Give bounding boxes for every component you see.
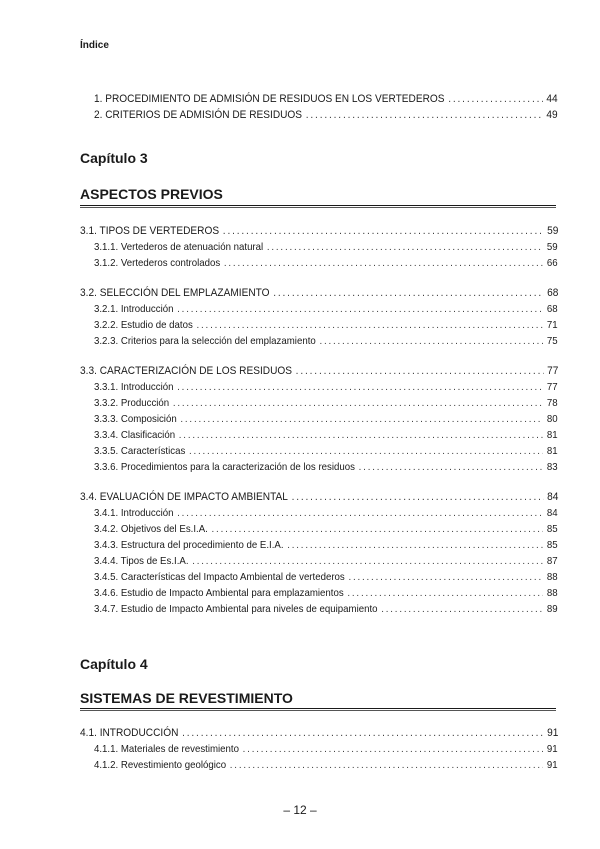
toc-leader [348, 570, 543, 584]
toc-subsection-page: 68 [546, 303, 558, 315]
toc-subsection-page: 91 [546, 759, 558, 771]
toc-section [80, 224, 558, 238]
toc-subsection-label: 3.4.2. Objetivos del Es.I.A. [94, 523, 208, 535]
toc-subsection [94, 318, 558, 332]
toc-leader [319, 334, 543, 348]
toc-subsection-label: 3.3.4. Clasificación [94, 429, 176, 441]
toc-leader [230, 758, 543, 772]
page-header: Índice [80, 40, 109, 51]
toc-subsection-page: 85 [546, 523, 558, 535]
toc-leader [192, 554, 543, 568]
toc-leader [212, 522, 544, 536]
chapter-heading: Capítulo 3 [80, 150, 148, 166]
toc-leader [273, 286, 543, 300]
toc-subsection [94, 334, 558, 348]
toc-leader [180, 412, 543, 426]
toc-section-label: 3.1. TIPOS DE VERTEDEROS [80, 225, 220, 237]
toc-entry-label: 1. PROCEDIMIENTO DE ADMISIÓN DE RESIDUOS EN LOS VERTEDEROS [94, 93, 445, 105]
toc-entry-page: 49 [546, 109, 558, 121]
toc-subsection [94, 506, 558, 520]
toc-leader [381, 602, 543, 616]
toc-section [80, 286, 558, 300]
toc-subsection-label: 3.3.6. Procedimientos para la caracterización de los residuos [94, 461, 355, 473]
toc-subsection-page: 77 [546, 381, 558, 393]
toc-subsection-label: 3.4.6. Estudio de Impacto Ambiental para emplazamientos [94, 587, 344, 599]
toc-subsection [94, 380, 558, 394]
toc-section [80, 490, 558, 504]
toc-subsection-label: 3.2.3. Criterios para la selección del emplazamiento [94, 335, 316, 347]
toc-subsection-page: 85 [546, 539, 558, 551]
toc-section-page: 68 [547, 287, 559, 299]
chapter-title: ASPECTOS PREVIOS [80, 186, 223, 202]
toc-subsection-page: 81 [546, 429, 558, 441]
toc-leader [197, 318, 544, 332]
toc-subsection [94, 758, 558, 772]
toc-subsection-label: 3.3.3. Composición [94, 413, 177, 425]
toc-subsection-label: 3.3.5. Características [94, 445, 186, 457]
chapter-heading: Capítulo 4 [80, 656, 148, 672]
toc-subsection [94, 444, 558, 458]
toc-subsection [94, 240, 558, 254]
toc-leader [243, 742, 544, 756]
toc-leader [347, 586, 543, 600]
page-number: – 12 – [283, 803, 317, 817]
toc-leader [177, 380, 543, 394]
toc-entry [94, 92, 558, 106]
chapter-title: SISTEMAS DE REVESTIMIENTO [80, 690, 293, 706]
toc-subsection-label: 3.4.5. Características del Impacto Ambiental de vertederos [94, 571, 345, 583]
toc-subsection-page: 80 [546, 413, 558, 425]
toc-subsection-page: 59 [546, 241, 558, 253]
toc-subsection [94, 256, 558, 270]
toc-subsection-page: 75 [546, 335, 558, 347]
toc-leader [177, 302, 543, 316]
toc-leader [173, 396, 543, 410]
toc-subsection-page: 81 [546, 445, 558, 457]
toc-subsection-page: 78 [546, 397, 558, 409]
toc-subsection-label: 3.1.2. Vertederos controlados [94, 257, 221, 269]
toc-section-page: 91 [547, 727, 559, 739]
toc-entry-page: 44 [546, 93, 558, 105]
toc-subsection [94, 742, 558, 756]
toc-entry [94, 108, 558, 122]
toc-subsection [94, 538, 558, 552]
toc-subsection-label: 4.1.2. Revestimiento geológico [94, 759, 227, 771]
toc-leader [224, 256, 543, 270]
toc-subsection-label: 3.4.1. Introducción [94, 507, 174, 519]
toc-subsection-page: 83 [546, 461, 558, 473]
toc-leader [267, 240, 543, 254]
toc-subsection-page: 84 [546, 507, 558, 519]
toc-subsection-label: 3.4.7. Estudio de Impacto Ambiental para niveles de equipamiento [94, 603, 378, 615]
toc-subsection [94, 460, 558, 474]
title-rule [80, 708, 556, 711]
toc-leader [359, 460, 544, 474]
toc-subsection [94, 396, 558, 410]
toc-subsection-label: 3.2.2. Estudio de datos [94, 319, 193, 331]
toc-subsection [94, 554, 558, 568]
toc-subsection-label: 3.1.1. Vertederos de atenuación natural [94, 241, 264, 253]
toc-subsection [94, 428, 558, 442]
toc-section-label: 4.1. INTRODUCCIÓN [80, 727, 179, 739]
toc-subsection-page: 91 [546, 743, 558, 755]
toc-subsection-page: 87 [546, 555, 558, 567]
toc-subsection-label: 3.2.1. Introducción [94, 303, 174, 315]
toc-section-page: 84 [547, 491, 559, 503]
toc-section-page: 77 [547, 365, 559, 377]
toc-section-label: 3.2. SELECCIÓN DEL EMPLAZAMIENTO [80, 287, 270, 299]
toc-section-label: 3.3. CARACTERIZACIÓN DE LOS RESIDUOS [80, 365, 293, 377]
toc-subsection-label: 4.1.1. Materiales de revestimiento [94, 743, 239, 755]
toc-subsection-page: 66 [546, 257, 558, 269]
toc-leader [189, 444, 543, 458]
toc-entry-label: 2. CRITERIOS DE ADMISIÓN DE RESIDUOS [94, 109, 303, 121]
toc-leader [296, 364, 544, 378]
toc-subsection [94, 602, 558, 616]
toc-section-label: 3.4. EVALUACIÓN DE IMPACTO AMBIENTAL [80, 491, 288, 503]
toc-subsection-page: 71 [546, 319, 558, 331]
toc-subsection [94, 522, 558, 536]
toc-subsection-label: 3.3.1. Introducción [94, 381, 174, 393]
toc-section [80, 364, 558, 378]
toc-subsection-page: 89 [546, 603, 558, 615]
toc-subsection [94, 302, 558, 316]
toc-leader [292, 490, 544, 504]
toc-subsection-label: 3.4.3. Estructura del procedimiento de E.I.A. [94, 539, 284, 551]
toc-subsection [94, 570, 558, 584]
toc-leader [179, 428, 543, 442]
toc-leader [448, 92, 543, 106]
toc-subsection-label: 3.3.2. Producción [94, 397, 170, 409]
toc-leader [223, 224, 544, 238]
toc-subsection-page: 88 [546, 587, 558, 599]
toc-section [80, 726, 558, 740]
title-rule [80, 205, 556, 208]
toc-subsection [94, 412, 558, 426]
toc-leader [177, 506, 543, 520]
toc-subsection-label: 3.4.4. Tipos de Es.I.A. [94, 555, 189, 567]
toc-section-page: 59 [547, 225, 559, 237]
toc-leader [287, 538, 543, 552]
toc-subsection-page: 88 [546, 571, 558, 583]
toc-subsection [94, 586, 558, 600]
toc-leader [182, 726, 543, 740]
toc-leader [306, 108, 543, 122]
